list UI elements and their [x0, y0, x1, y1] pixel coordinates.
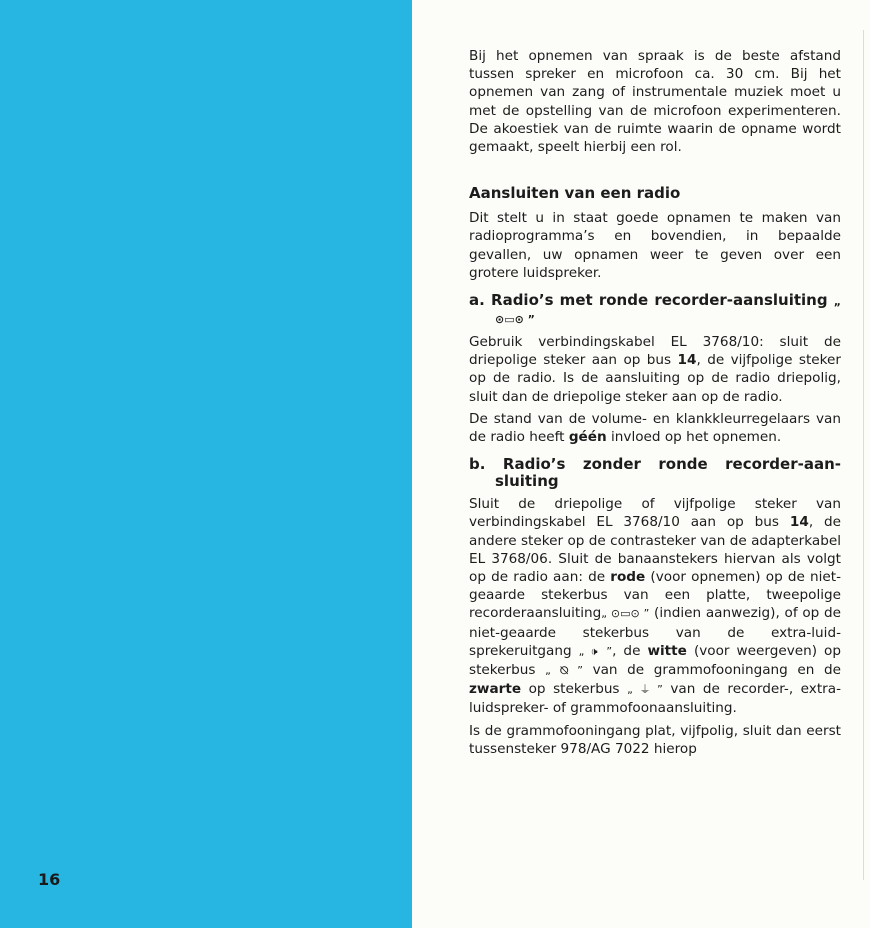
text-run: van de grammofooningang en de — [592, 662, 842, 679]
section-paragraph: Dit stelt u in staat goede opnamen te maken van radioprogramma’s en bovendien, in bepaalde gevallen, uw opnamen weer te geven over een grotere luidspreker. — [469, 210, 841, 281]
gramophone-icon: „ ⦰ ” — [545, 664, 583, 678]
subsection-a-prefix: a. — [469, 291, 485, 310]
subsection-b-heading — [469, 456, 841, 490]
bold-rode: rode — [610, 569, 646, 586]
text-run: , de — [612, 642, 641, 659]
subsection-b-title: Radio’s zonder ronde recorder-aansluiting — [495, 455, 841, 491]
text-run: De stand van de volume- en klankkleurregelaars van de radio heeft — [469, 410, 841, 446]
text-run: Sluit de driepolige of vijfpolige steker van verbindingskabel EL 3768/10 aan op bus — [469, 496, 841, 531]
bold-witte: witte — [647, 642, 687, 659]
bold-zwarte: zwarte — [469, 681, 522, 698]
subsection-b-paragraph-1 — [469, 495, 841, 717]
left-page-blue-panel — [0, 0, 412, 928]
ground-icon: „ ⏚ ” — [627, 683, 663, 697]
subsection-a-paragraph-1 — [469, 333, 841, 406]
subsection-a-paragraph-2 — [469, 410, 841, 446]
text-run: op stekerbus — [528, 681, 620, 698]
text-column — [469, 47, 841, 758]
text-run: , de andere steker op de contrasteker van de adapterkabel EL 3768/06. Sluit de banaanstekers hiervan als volgt op de radio aan: de — [469, 514, 841, 586]
intro-paragraph: Bij het opnemen van spraak is de beste afstand tussen spreker en microfoon ca. 30 cm. Bij het opnemen van zang of instrumentale muziek moet u met de opstelling van de microfoon experimenteren. De akoestiek van de ruimte waarin de opname wordt gemaakt, speelt hierbij een rol. — [469, 48, 841, 156]
bold-bus-number: 14 — [677, 352, 697, 369]
speaker-icon: „ 🕩 ” — [578, 644, 613, 658]
subsection-a-heading — [469, 292, 841, 328]
text-run: Gebruik verbindingskabel EL 3768/10: sluit de driepolige steker aan op bus — [469, 334, 841, 369]
subsection-b-paragraph-2: Is de grammofooningang plat, vijfpolig, sluit dan eerst tussensteker 978/AG 7022 hierop — [469, 722, 841, 757]
bold-geen: géén — [568, 429, 607, 446]
text-run: invloed op het opnemen. — [611, 429, 782, 446]
subsection-b-prefix: b. — [469, 455, 486, 474]
text-run: (voor opnemen) op de niet-geaarde stekerbus van een platte, tweepolige recorderaansluiting — [469, 569, 842, 622]
page-number: 16 — [38, 870, 61, 889]
text-run: , de vijfpolige steker op de radio. Is de aansluiting op de radio driepolig, sluit dan de driepolige steker aan op de radio. — [469, 352, 841, 405]
recorder-socket-icon: „ ⊙▭⊙ ” — [495, 295, 841, 327]
page-edge-line — [863, 30, 864, 880]
bold-bus-number: 14 — [789, 514, 809, 531]
text-run: (indien aanwezig), of op de niet-geaarde stekerbus van de extra-luidsprekeruitgang — [469, 605, 842, 659]
text-run: (voor weergeven) op stekerbus — [469, 642, 842, 679]
subsection-a-title: Radio’s met ronde recorder-aansluiting — [491, 291, 828, 310]
section-heading: Aansluiten van een radio — [469, 184, 681, 203]
recorder-socket-icon: „ ⊙▭⊙ ” — [601, 607, 650, 621]
text-run: van de recorder-, extra-luidspreker- of grammofoonaansluiting. — [469, 681, 841, 717]
